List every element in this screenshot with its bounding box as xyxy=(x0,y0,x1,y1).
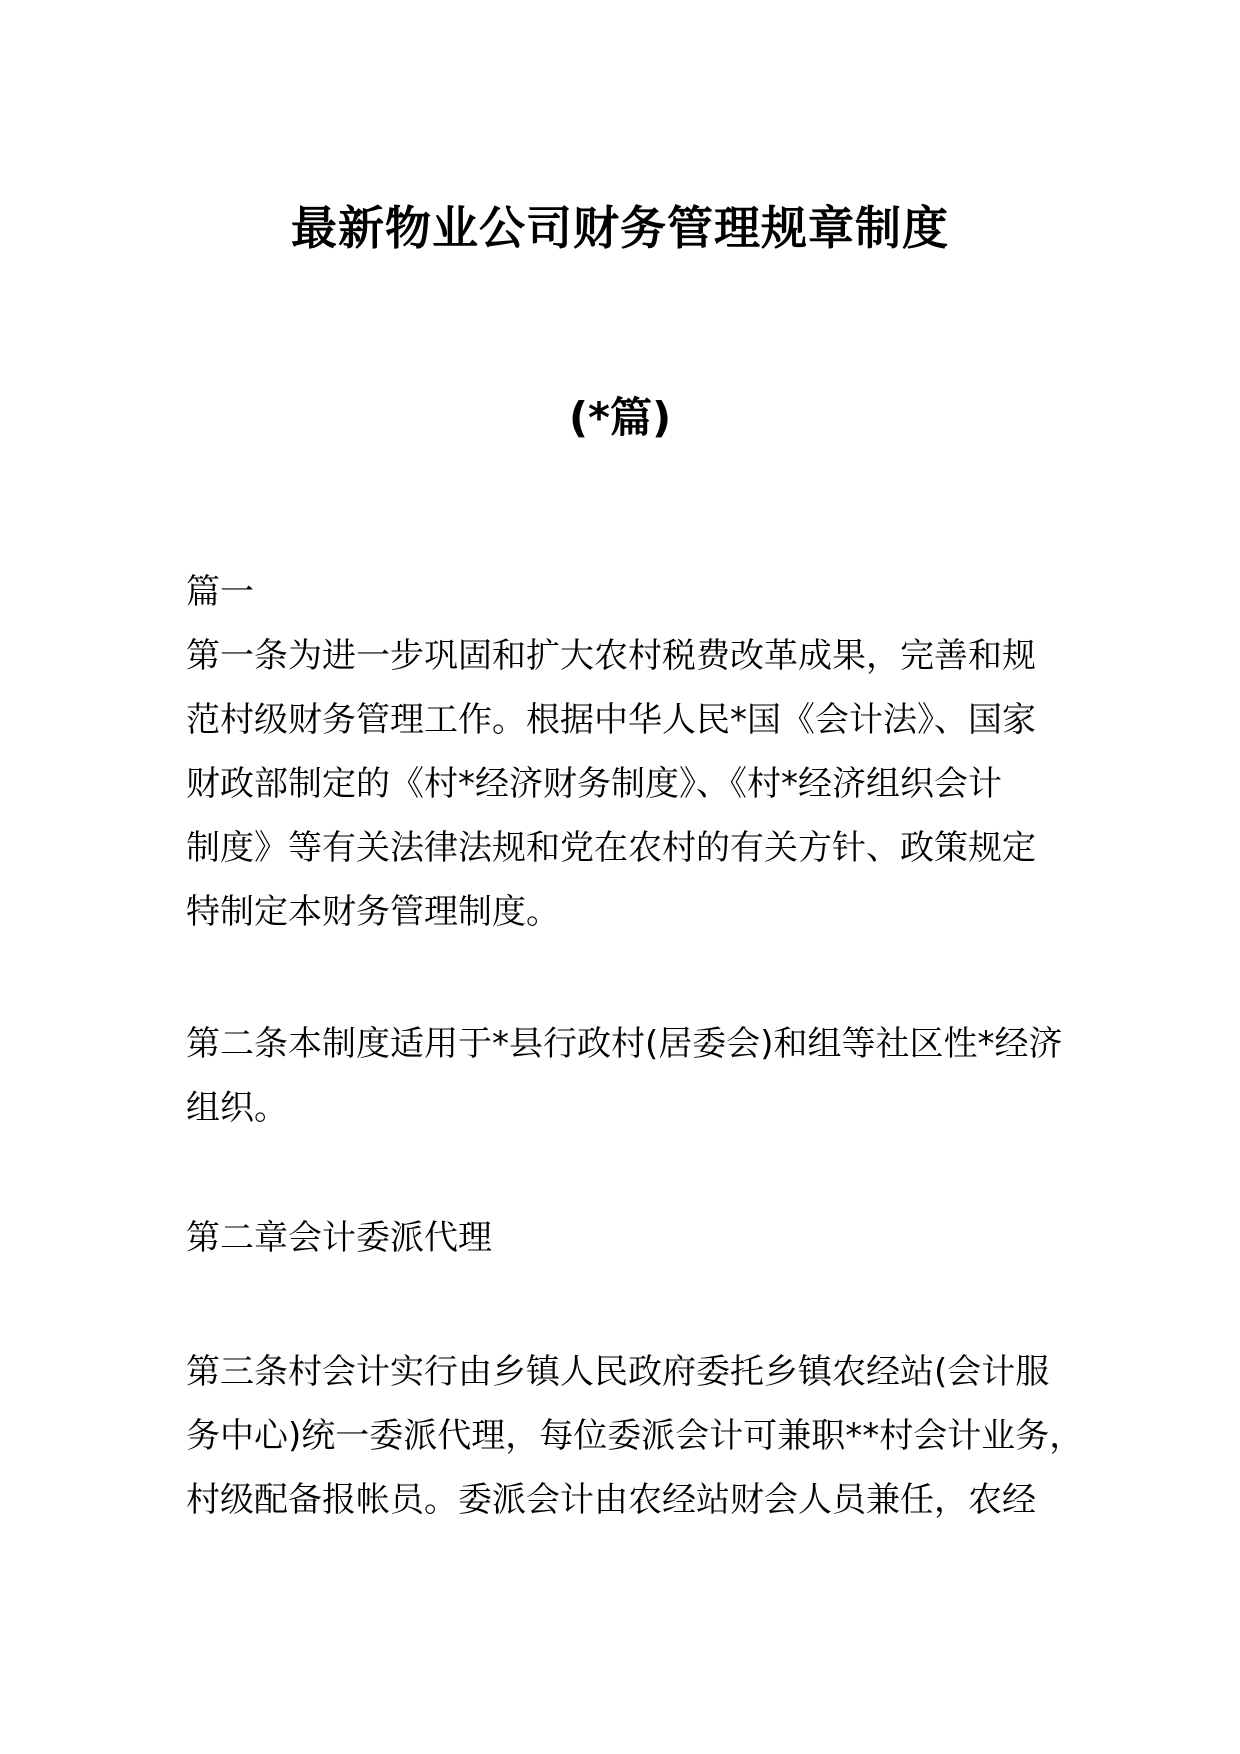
article-3-line: 第三条村会计实行由乡镇人民政府委托乡镇农经站(会计服 xyxy=(186,1352,1050,1392)
article-2-line: 组织。 xyxy=(186,1088,288,1128)
chapter-2 xyxy=(186,1206,1086,1270)
section-label-block xyxy=(186,560,1086,624)
article-3-line: 务中心)统一委派代理，每位委派会计可兼职**村会计业务， xyxy=(186,1416,1084,1456)
article-1-line: 财政部制定的《村*经济财务制度》、《村*经济组织会计 xyxy=(186,764,1002,804)
article-3 xyxy=(186,1340,1086,1532)
document-title: 最新物业公司财务管理规章制度 xyxy=(291,201,949,255)
article-2-line: 第二条本制度适用于*县行政村(居委会)和组等社区性*经济 xyxy=(186,1024,1063,1064)
article-3-line: 村级配备报帐员。委派会计由农经站财会人员兼任，农经 xyxy=(186,1480,1036,1520)
article-1 xyxy=(186,624,1086,944)
article-2 xyxy=(186,1012,1086,1140)
article-1-line: 第一条为进一步巩固和扩大农村税费改革成果，完善和规 xyxy=(186,636,1036,676)
section-label: 篇一 xyxy=(186,572,254,612)
chapter-heading: 第二章会计委派代理 xyxy=(186,1218,492,1258)
document-subtitle: (*篇) xyxy=(568,393,672,442)
article-1-line: 制度》等有关法律法规和党在农村的有关方针、政策规定 xyxy=(186,828,1036,868)
article-1-line: 特制定本财务管理制度。 xyxy=(186,892,560,932)
article-1-line: 范村级财务管理工作。根据中华人民*国《会计法》、国家 xyxy=(186,700,1036,740)
